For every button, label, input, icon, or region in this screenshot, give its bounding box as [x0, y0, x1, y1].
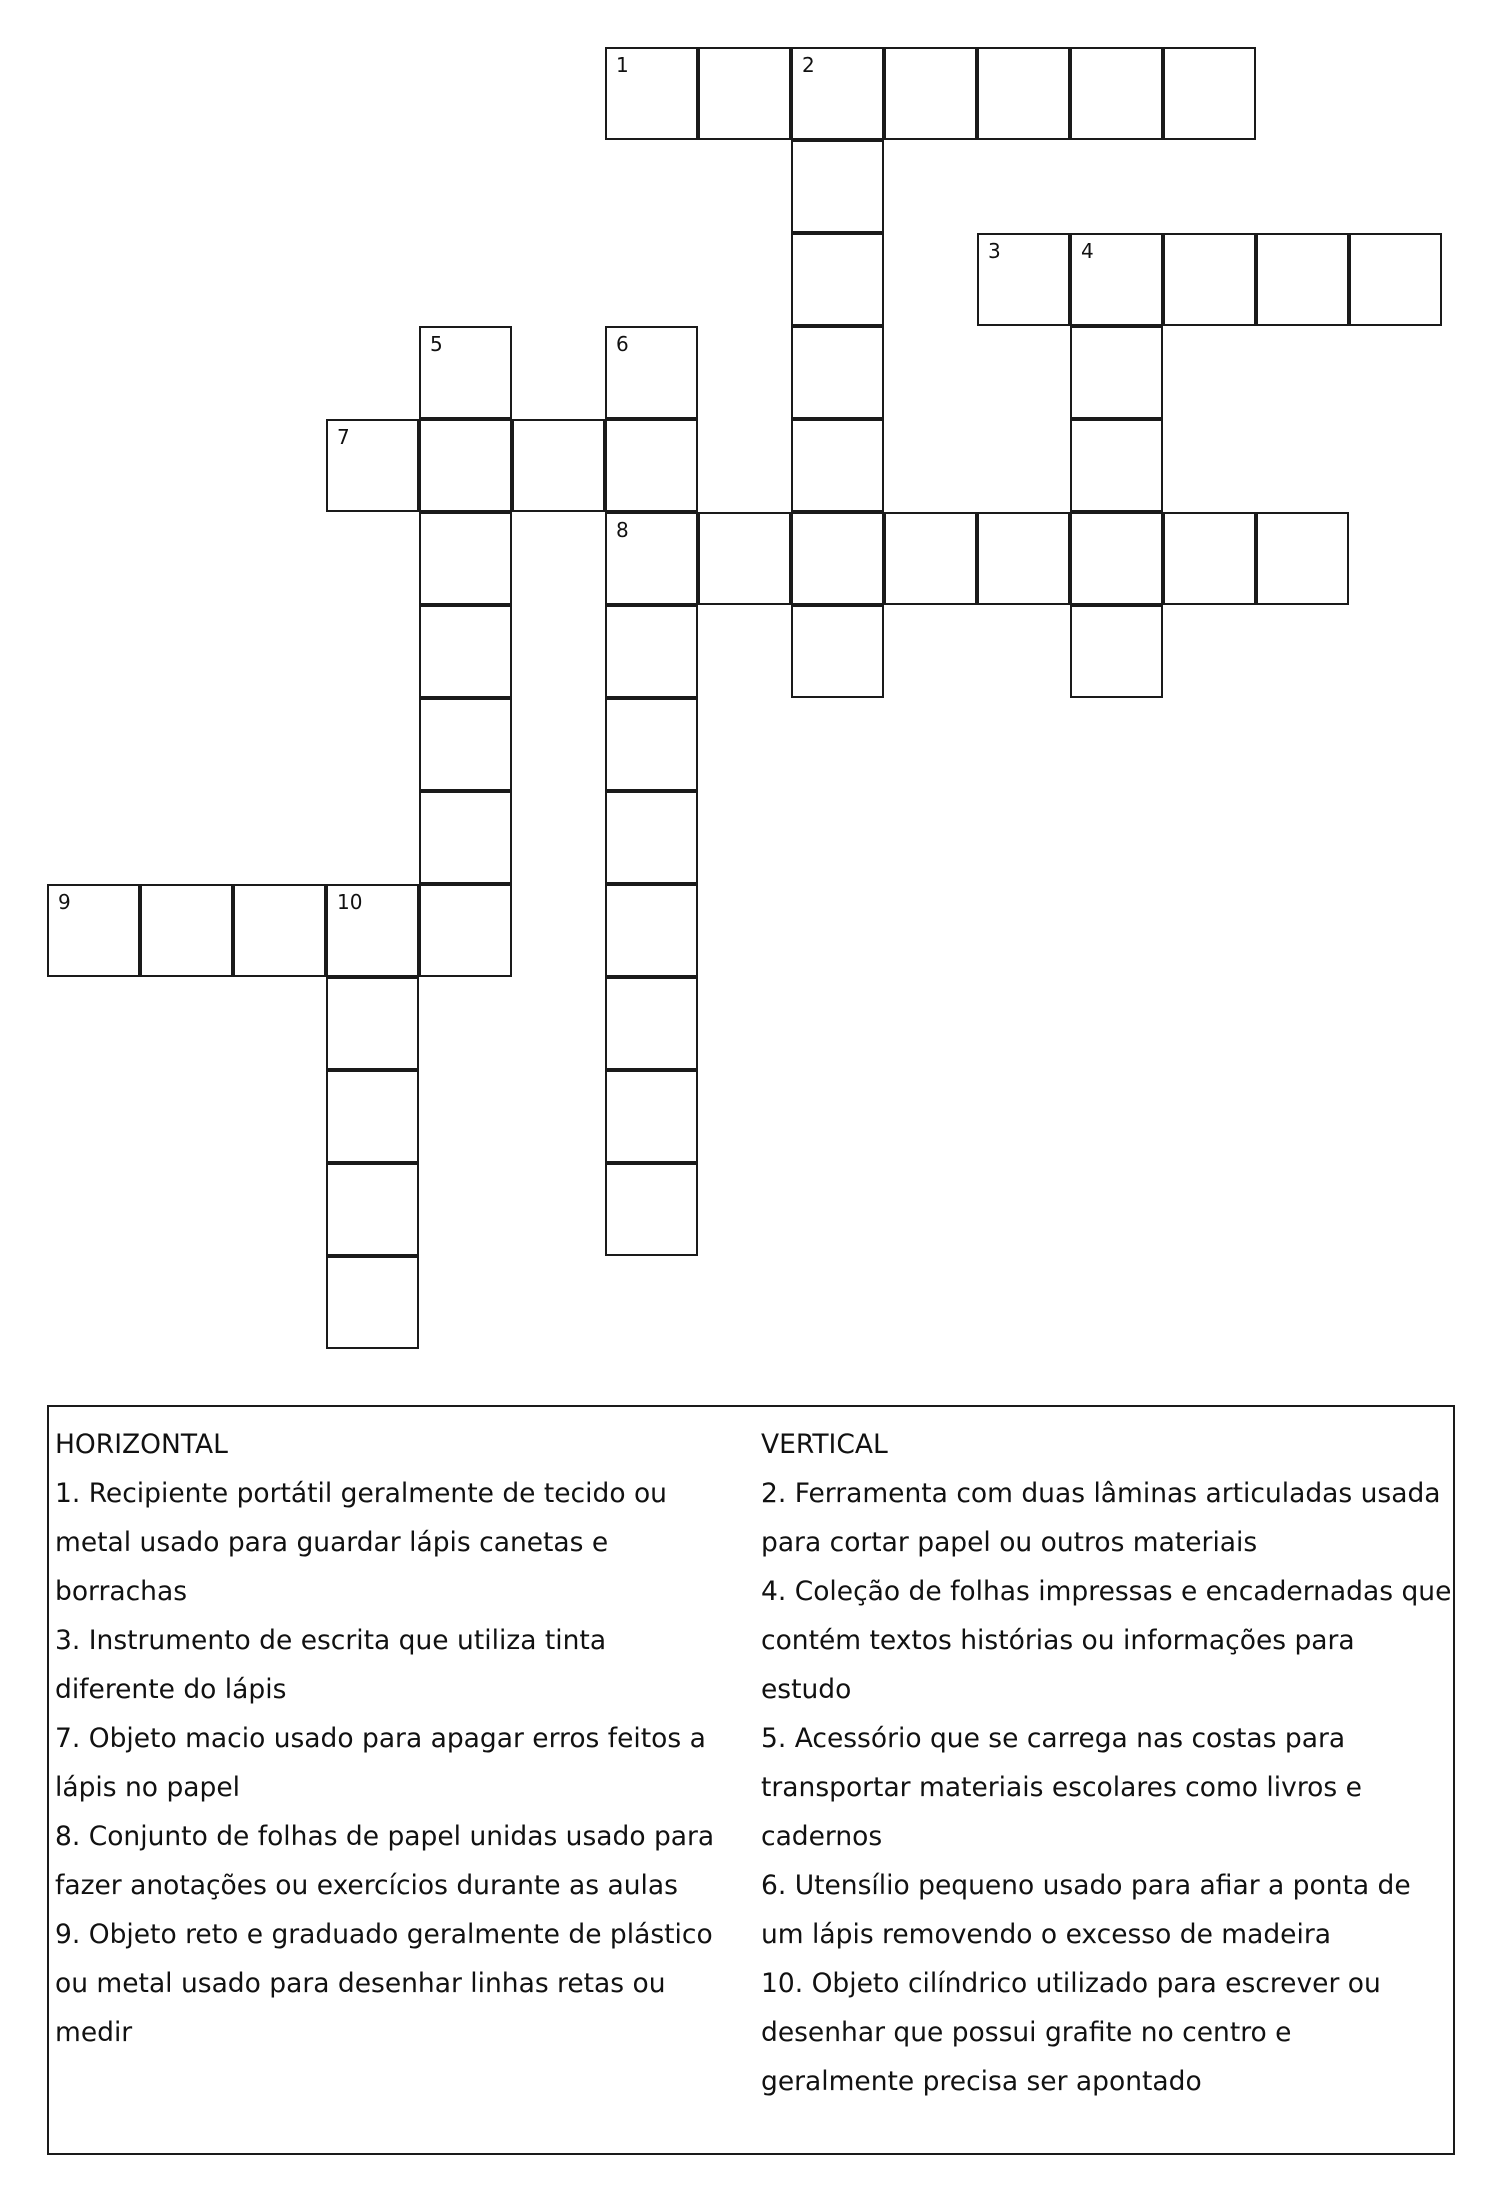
crossword-cell[interactable]: [791, 419, 884, 512]
crossword-cell[interactable]: [605, 512, 698, 605]
crossword-cell[interactable]: [419, 791, 512, 884]
crossword-cell[interactable]: [698, 512, 791, 605]
crossword-cell[interactable]: [1256, 512, 1349, 605]
crossword-cell[interactable]: [605, 605, 698, 698]
horizontal-clue-line: 3. Instrumento de escrita que utiliza tinta: [55, 1625, 607, 1656]
crossword-cell[interactable]: [977, 512, 1070, 605]
crossword-cell[interactable]: [791, 605, 884, 698]
clue-number: 6: [616, 332, 629, 356]
vertical-heading: VERTICAL: [761, 1429, 888, 1460]
crossword-cell[interactable]: [791, 233, 884, 326]
vertical-clue-line: 4. Coleção de folhas impressas e encadernadas que: [761, 1576, 1452, 1607]
vertical-clues: [761, 1420, 1451, 2106]
crossword-cell[interactable]: [419, 698, 512, 791]
crossword-cell[interactable]: [698, 47, 791, 140]
crossword-cell[interactable]: [326, 419, 419, 512]
clues-box: [47, 1405, 1455, 2155]
clue-number: 5: [430, 332, 443, 356]
horizontal-clue-line: diferente do lápis: [55, 1674, 287, 1705]
crossword-cell[interactable]: [1256, 233, 1349, 326]
crossword-cell[interactable]: [140, 884, 233, 977]
clue-number: 3: [988, 239, 1001, 263]
clue-number: 10: [337, 890, 363, 914]
crossword-cell[interactable]: [1070, 605, 1163, 698]
crossword-cell[interactable]: [791, 512, 884, 605]
crossword-cell[interactable]: [1070, 233, 1163, 326]
crossword-cell[interactable]: [326, 1256, 419, 1349]
crossword-cell[interactable]: [1163, 233, 1256, 326]
horizontal-heading: HORIZONTAL: [55, 1429, 228, 1460]
vertical-clue-line: 5. Acessório que se carrega nas costas para: [761, 1723, 1346, 1754]
crossword-cell[interactable]: [419, 605, 512, 698]
crossword-cell[interactable]: [233, 884, 326, 977]
vertical-clue-line: estudo: [761, 1674, 852, 1705]
clue-number: 4: [1081, 239, 1094, 263]
crossword-cell[interactable]: [791, 140, 884, 233]
clue-number: 8: [616, 518, 629, 542]
crossword-cell[interactable]: [605, 1070, 698, 1163]
vertical-clue-line: 2. Ferramenta com duas lâminas articuladas usada: [761, 1478, 1441, 1509]
crossword-cell[interactable]: [326, 884, 419, 977]
vertical-clue-line: transportar materiais escolares como livros e: [761, 1772, 1362, 1803]
crossword-cell[interactable]: [1070, 512, 1163, 605]
horizontal-clue-line: ou metal usado para desenhar linhas retas ou: [55, 1968, 666, 1999]
crossword-cell[interactable]: [791, 47, 884, 140]
crossword-cell[interactable]: [605, 977, 698, 1070]
vertical-clue-line: desenhar que possui grafite no centro e: [761, 2017, 1292, 2048]
horizontal-clue-line: 7. Objeto macio usado para apagar erros feitos a: [55, 1723, 706, 1754]
horizontal-clue-line: 1. Recipiente portátil geralmente de tecido ou: [55, 1478, 667, 1509]
horizontal-clue-line: 9. Objeto reto e graduado geralmente de plástico: [55, 1919, 713, 1950]
crossword-cell[interactable]: [977, 47, 1070, 140]
crossword-cell[interactable]: [977, 233, 1070, 326]
crossword-cell[interactable]: [791, 326, 884, 419]
horizontal-clues: [55, 1420, 735, 2057]
clue-number: 7: [337, 425, 350, 449]
crossword-cell[interactable]: [605, 47, 698, 140]
crossword-cell[interactable]: [326, 1070, 419, 1163]
crossword-cell[interactable]: [1163, 47, 1256, 140]
crossword-cell[interactable]: [1070, 326, 1163, 419]
horizontal-clue-line: borrachas: [55, 1576, 188, 1607]
clue-number: 9: [58, 890, 71, 914]
crossword-cell[interactable]: [419, 884, 512, 977]
crossword-cell[interactable]: [47, 884, 140, 977]
crossword-cell[interactable]: [419, 512, 512, 605]
clue-number: 2: [802, 53, 815, 77]
vertical-clue-line: geralmente precisa ser apontado: [761, 2066, 1202, 2097]
crossword-cell[interactable]: [419, 419, 512, 512]
crossword-cell[interactable]: [326, 1163, 419, 1256]
crossword-cell[interactable]: [1070, 47, 1163, 140]
crossword-cell[interactable]: [605, 791, 698, 884]
vertical-clue-line: cadernos: [761, 1821, 883, 1852]
horizontal-clue-line: 8. Conjunto de folhas de papel unidas usado para: [55, 1821, 715, 1852]
crossword-cell[interactable]: [605, 698, 698, 791]
crossword-cell[interactable]: [884, 512, 977, 605]
horizontal-clue-line: lápis no papel: [55, 1772, 240, 1803]
crossword-cell[interactable]: [512, 419, 605, 512]
crossword-cell[interactable]: [884, 47, 977, 140]
vertical-clue-line: contém textos histórias ou informações para: [761, 1625, 1355, 1656]
clue-number: 1: [616, 53, 629, 77]
crossword-cell[interactable]: [605, 884, 698, 977]
horizontal-clue-line: metal usado para guardar lápis canetas e: [55, 1527, 609, 1558]
crossword-cell[interactable]: [1070, 419, 1163, 512]
crossword-cell[interactable]: [1163, 512, 1256, 605]
horizontal-clue-line: medir: [55, 2017, 133, 2048]
crossword-cell[interactable]: [605, 326, 698, 419]
crossword-cell[interactable]: [605, 419, 698, 512]
vertical-clue-line: um lápis removendo o excesso de madeira: [761, 1919, 1331, 1950]
crossword-cell[interactable]: [1349, 233, 1442, 326]
horizontal-clue-line: fazer anotações ou exercícios durante as aulas: [55, 1870, 678, 1901]
crossword-cell[interactable]: [326, 977, 419, 1070]
vertical-clue-line: 10. Objeto cilíndrico utilizado para escrever ou: [761, 1968, 1381, 1999]
crossword-cell[interactable]: [605, 1163, 698, 1256]
vertical-clue-line: 6. Utensílio pequeno usado para afiar a ponta de: [761, 1870, 1411, 1901]
crossword-cell[interactable]: [419, 326, 512, 419]
vertical-clue-line: para cortar papel ou outros materiais: [761, 1527, 1258, 1558]
